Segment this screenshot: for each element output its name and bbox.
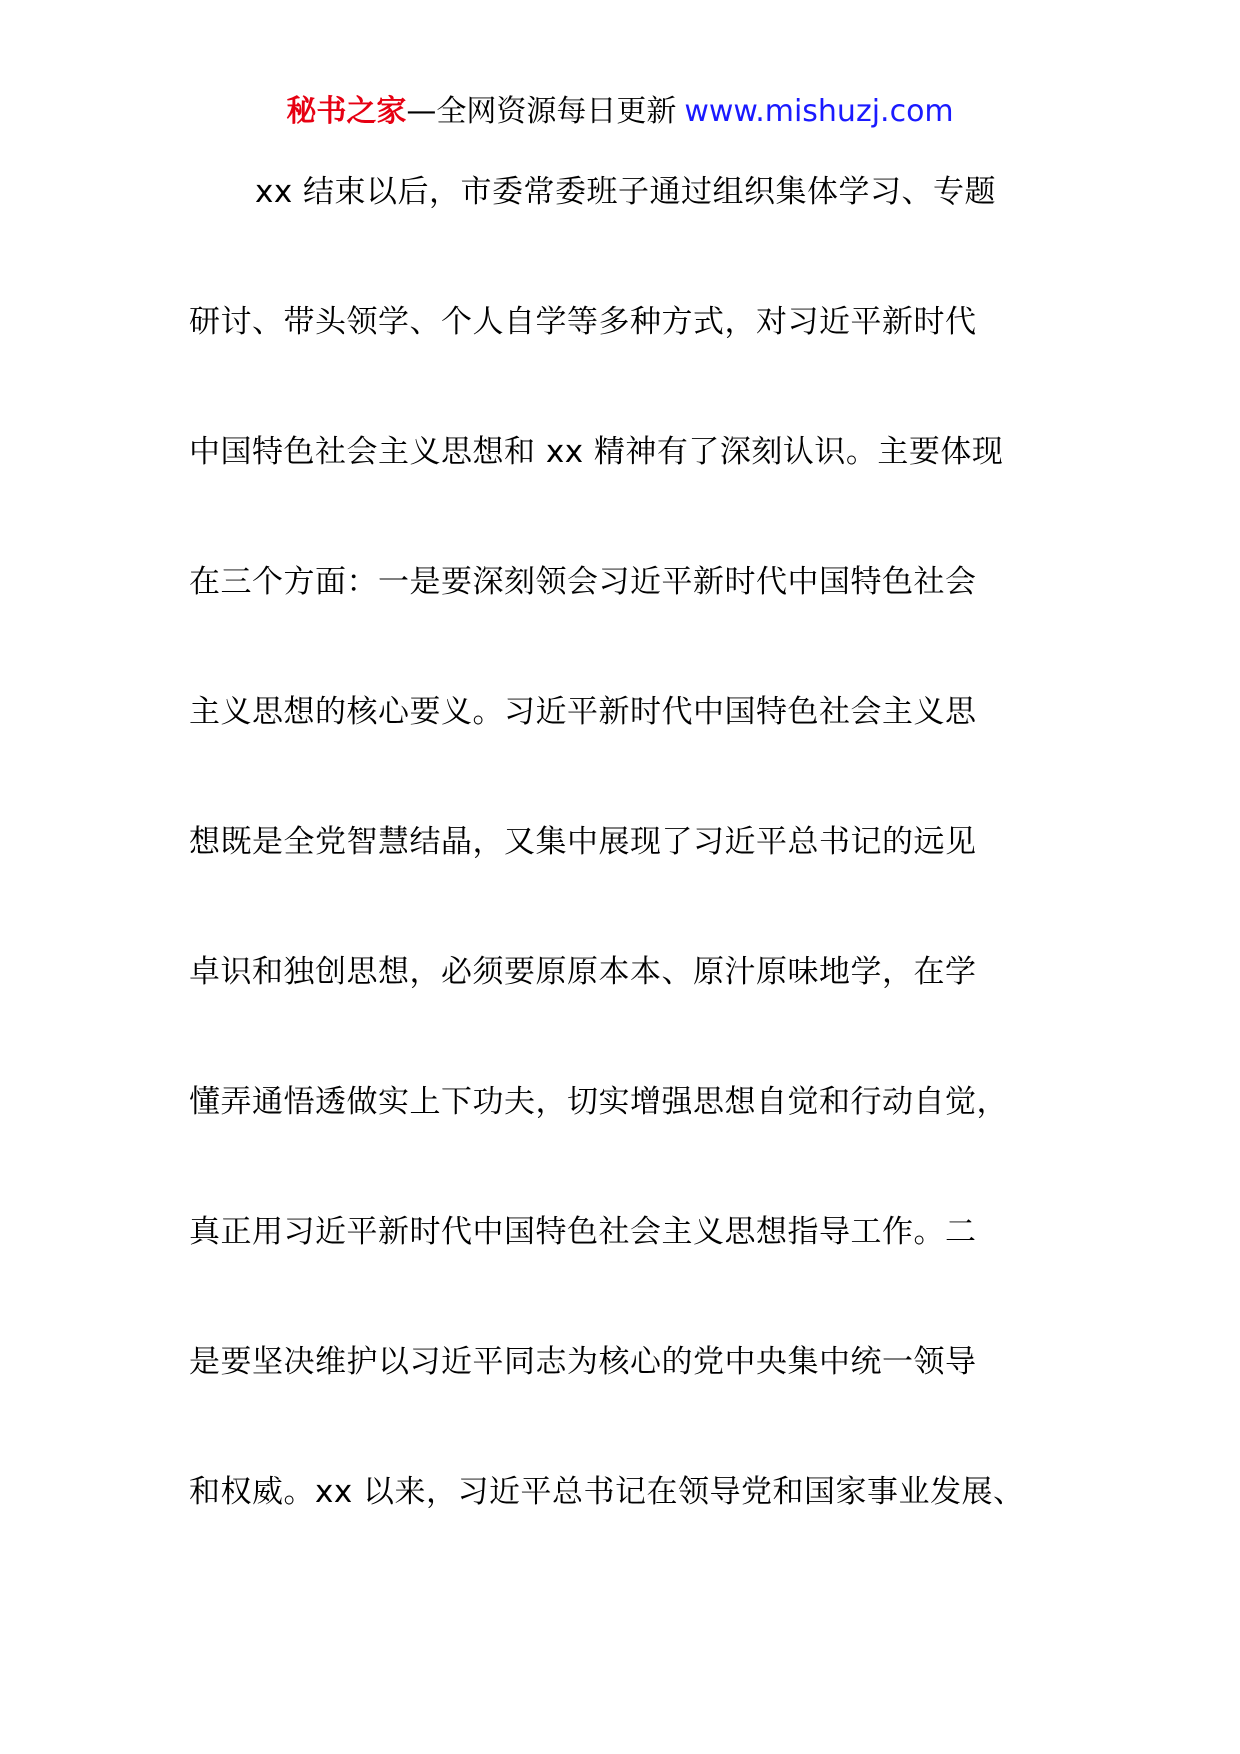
body-line: 卓识和独创思想，必须要原原本本、原汁原味地学，在学	[189, 954, 977, 990]
brand-name: 秘书之家	[286, 94, 407, 129]
body-line: 真正用习近平新时代中国特色社会主义思想指导工作。二	[189, 1214, 977, 1250]
body-line: xx 结束以后，市委常委班子通过组织集体学习、专题	[255, 174, 997, 210]
header-tagline: —全网资源每日更新	[406, 94, 677, 129]
body-line: 中国特色社会主义思想和 xx 精神有了深刻认识。主要体现	[189, 434, 1004, 470]
body-line: 在三个方面：一是要深刻领会习近平新时代中国特色社会	[189, 564, 977, 600]
site-url-link[interactable]: www.mishuzj.com	[684, 94, 954, 129]
body-line: 想既是全党智慧结晶，又集中展现了习近平总书记的远见	[189, 824, 977, 860]
body-line: 研讨、带头领学、个人自学等多种方式，对习近平新时代	[189, 304, 977, 340]
body-line: 主义思想的核心要义。习近平新时代中国特色社会主义思	[189, 694, 977, 730]
document-header	[0, 92, 1240, 132]
body-line: 懂弄通悟透做实上下功夫，切实增强思想自觉和行动自觉，	[189, 1084, 1008, 1120]
body-line: 和权威。xx 以来，习近平总书记在领导党和国家事业发展、	[189, 1474, 1025, 1510]
body-line: 是要坚决维护以习近平同志为核心的党中央集中统一领导	[189, 1344, 977, 1380]
